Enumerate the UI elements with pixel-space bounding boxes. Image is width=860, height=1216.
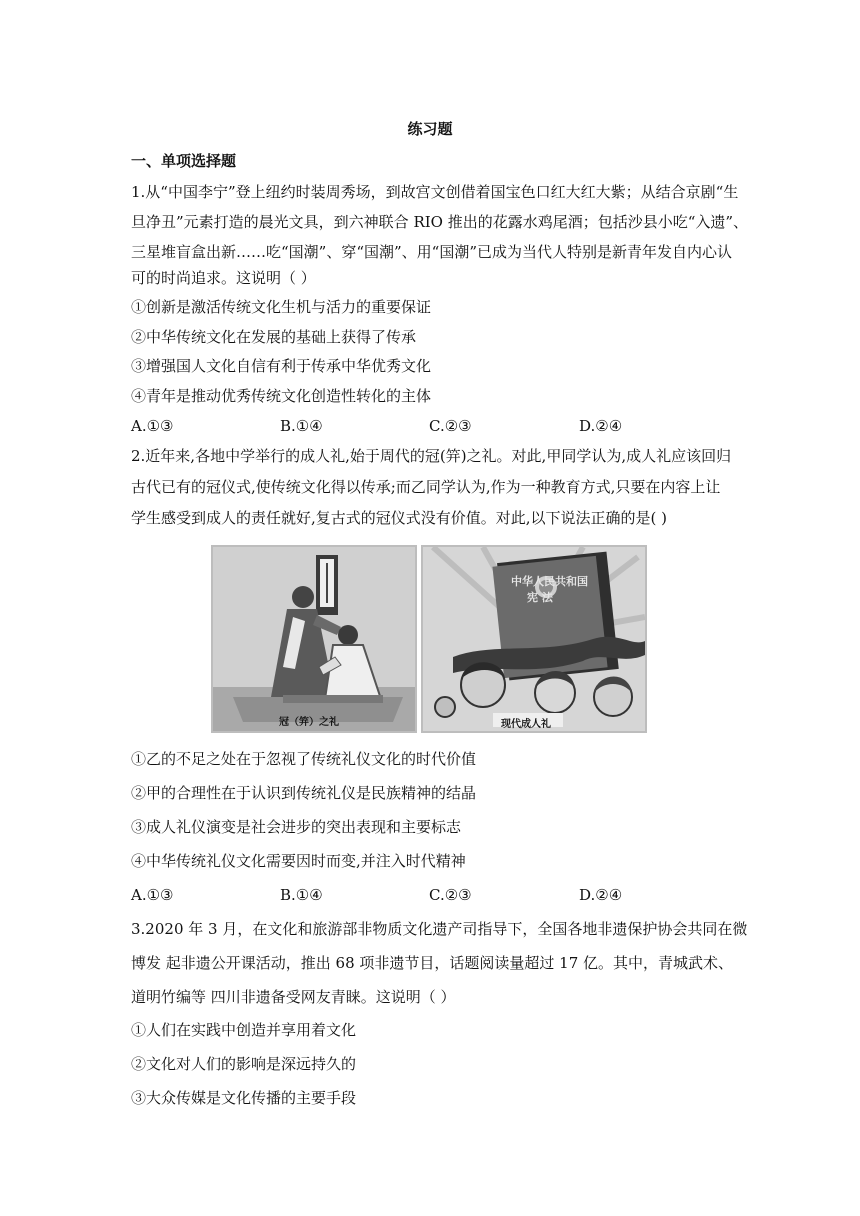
q1-stem-line-3: 三星堆盲盒出新……吃“国潮”、穿“国潮”、用“国潮”已成为当代人特别是新青年发自内心认 (131, 243, 733, 261)
right-caption: 现代成人礼 (501, 719, 551, 730)
q3-stem-line-3: 道明竹编等 四川非遗备受网友青睐。这说明（ ） (131, 988, 456, 1006)
section-heading: 一、单项选择题 (131, 152, 237, 170)
capping-ceremony-illustration (211, 545, 417, 733)
q1-item-1: ①创新是激活传统文化生机与活力的重要保证 (131, 298, 432, 316)
q1-item-2: ②中华传统文化在发展的基础上获得了传承 (131, 328, 417, 346)
q2-stem-line-3: 学生感受到成人的责任就好,复古式的冠仪式没有价值。对此,以下说法正确的是( ) (131, 509, 668, 527)
q2-option-b: B.①④ (280, 886, 323, 904)
q2-stem-line-2: 古代已有的冠仪式,使传统文化得以传承;而乙同学认为,作为一种教育方式,只要在内容上让 (131, 478, 721, 496)
q2-figure (211, 545, 647, 733)
q3-item-1: ①人们在实践中创造并享用着文化 (131, 1021, 357, 1039)
capping-ceremony-drawing (213, 547, 415, 731)
left-caption: 冠（笄）之礼 (279, 717, 339, 728)
q2-item-4: ④中华传统礼仪文化需要因时而变,并注入时代精神 (131, 852, 466, 870)
q3-stem-line-2: 博发 起非遗公开课活动，推出 68 项非遗节目，话题阅读量超过 17 亿。其中，青城武术、 (131, 954, 734, 972)
modern-ceremony-illustration (421, 545, 647, 733)
q1-option-d: D.②④ (579, 417, 623, 435)
q2-item-1: ①乙的不足之处在于忽视了传统礼仪文化的时代价值 (131, 750, 477, 768)
q1-option-b: B.①④ (280, 417, 323, 435)
page-title: 练习题 (407, 120, 453, 138)
q1-item-4: ④青年是推动优秀传统文化创造性转化的主体 (131, 387, 432, 405)
q1-option-c: C.②③ (429, 417, 472, 435)
q2-item-2: ②甲的合理性在于认识到传统礼仪是民族精神的结晶 (131, 784, 477, 802)
q1-option-a: A.①③ (131, 417, 174, 435)
q1-stem-line-2: 旦净丑”元素打造的晨光文具，到六神联合 RIO 推出的花露水鸡尾酒；包括沙县小吃“入遗”、 (131, 213, 749, 231)
book-title-line-1: 中华人民共和国 (511, 575, 588, 588)
q2-option-a: A.①③ (131, 886, 174, 904)
q3-stem-line-1: 3.2020 年 3 月，在文化和旅游部非物质文化遗产司指导下，全国各地非遗保护协会共同在微 (131, 920, 748, 938)
q2-stem-line-1: 2.近年来,各地中学举行的成人礼,始于周代的冠(笄)之礼。对此,甲同学认为,成人礼应该回归 (131, 447, 732, 465)
book-title-line-2: 宪 法 (527, 591, 553, 604)
q2-option-c: C.②③ (429, 886, 472, 904)
q2-item-3: ③成人礼仪演变是社会进步的突出表现和主要标志 (131, 818, 462, 836)
q1-stem-line-1: 1.从“中国李宁”登上纽约时装周秀场，到故宫文创借着国宝色口红大红大紫；从结合京剧“生 (131, 183, 739, 201)
q1-stem-line-4: 可的时尚追求。这说明（ ） (131, 269, 316, 287)
q3-item-2: ②文化对人们的影响是深远持久的 (131, 1055, 357, 1073)
q2-option-d: D.②④ (579, 886, 623, 904)
q3-item-3: ③大众传媒是文化传播的主要手段 (131, 1089, 357, 1107)
q1-item-3: ③增强国人文化自信有利于传承中华优秀文化 (131, 357, 432, 375)
